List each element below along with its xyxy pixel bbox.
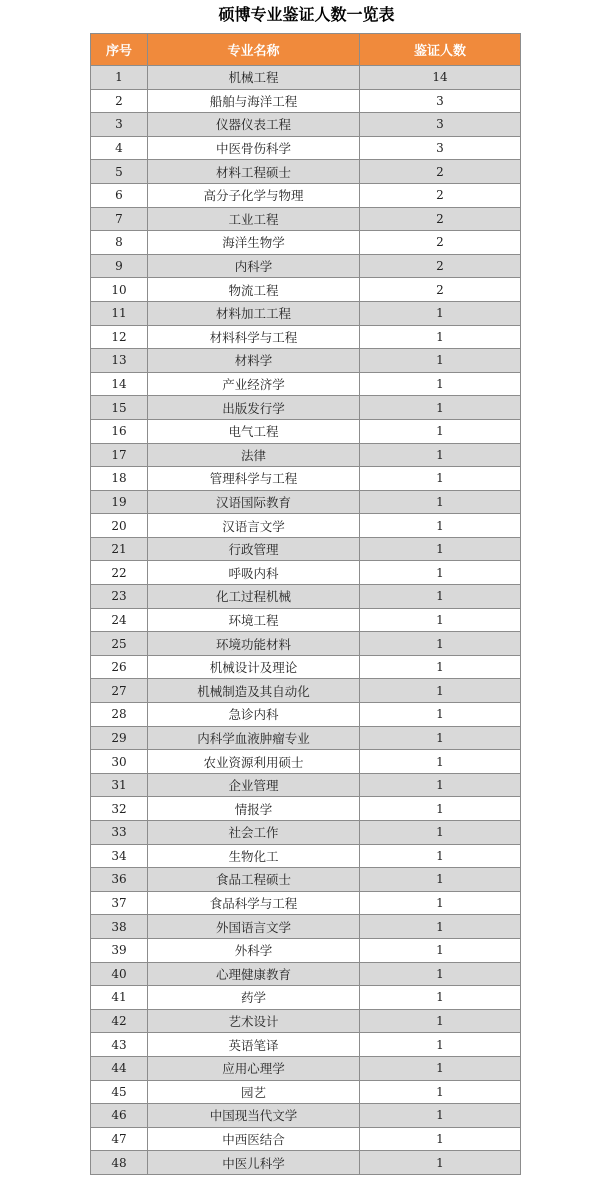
seq-cell: 43 bbox=[91, 1033, 148, 1057]
table-row bbox=[91, 703, 521, 727]
header-count: 鉴证人数 bbox=[360, 34, 521, 66]
seq-cell: 21 bbox=[91, 537, 148, 561]
seq-cell: 18 bbox=[91, 467, 148, 491]
table-row bbox=[91, 608, 521, 632]
count-cell: 1 bbox=[360, 962, 521, 986]
major-cell: 艺术设计 bbox=[148, 1009, 360, 1033]
table-row bbox=[91, 938, 521, 962]
seq-cell: 32 bbox=[91, 797, 148, 821]
major-cell: 汉语国际教育 bbox=[148, 490, 360, 514]
seq-cell: 45 bbox=[91, 1080, 148, 1104]
table-row bbox=[91, 1127, 521, 1151]
count-cell: 1 bbox=[360, 419, 521, 443]
count-cell: 2 bbox=[360, 254, 521, 278]
major-cell: 机械工程 bbox=[148, 66, 360, 90]
certification-table bbox=[90, 33, 521, 1175]
count-cell: 1 bbox=[360, 1033, 521, 1057]
seq-cell: 42 bbox=[91, 1009, 148, 1033]
table-row bbox=[91, 1080, 521, 1104]
count-cell: 1 bbox=[360, 915, 521, 939]
major-cell: 海洋生物学 bbox=[148, 231, 360, 255]
seq-cell: 29 bbox=[91, 726, 148, 750]
major-cell: 机械制造及其自动化 bbox=[148, 679, 360, 703]
count-cell: 1 bbox=[360, 655, 521, 679]
table-header bbox=[91, 34, 521, 66]
major-cell: 英语笔译 bbox=[148, 1033, 360, 1057]
major-cell: 材料学 bbox=[148, 349, 360, 373]
table-row bbox=[91, 113, 521, 137]
major-cell: 物流工程 bbox=[148, 278, 360, 302]
seq-cell: 14 bbox=[91, 372, 148, 396]
table-row bbox=[91, 1033, 521, 1057]
major-cell: 材料工程硕士 bbox=[148, 160, 360, 184]
seq-cell: 1 bbox=[91, 66, 148, 90]
header-row bbox=[91, 34, 521, 66]
count-cell: 3 bbox=[360, 136, 521, 160]
major-cell: 汉语言文学 bbox=[148, 514, 360, 538]
count-cell: 1 bbox=[360, 1056, 521, 1080]
count-cell: 1 bbox=[360, 938, 521, 962]
seq-cell: 6 bbox=[91, 183, 148, 207]
seq-cell: 5 bbox=[91, 160, 148, 184]
table-row bbox=[91, 419, 521, 443]
count-cell: 2 bbox=[360, 278, 521, 302]
count-cell: 3 bbox=[360, 113, 521, 137]
seq-cell: 13 bbox=[91, 349, 148, 373]
table-row bbox=[91, 962, 521, 986]
major-cell: 中西医结合 bbox=[148, 1127, 360, 1151]
seq-cell: 15 bbox=[91, 396, 148, 420]
count-cell: 14 bbox=[360, 66, 521, 90]
major-cell: 化工过程机械 bbox=[148, 585, 360, 609]
count-cell: 1 bbox=[360, 773, 521, 797]
table-row bbox=[91, 490, 521, 514]
major-cell: 农业资源利用硕士 bbox=[148, 750, 360, 774]
seq-cell: 40 bbox=[91, 962, 148, 986]
seq-cell: 37 bbox=[91, 891, 148, 915]
count-cell: 1 bbox=[360, 537, 521, 561]
major-cell: 环境功能材料 bbox=[148, 632, 360, 656]
major-cell: 高分子化学与物理 bbox=[148, 183, 360, 207]
count-cell: 1 bbox=[360, 1151, 521, 1175]
count-cell: 1 bbox=[360, 1127, 521, 1151]
major-cell: 食品工程硕士 bbox=[148, 868, 360, 892]
seq-cell: 41 bbox=[91, 986, 148, 1010]
table-row bbox=[91, 868, 521, 892]
seq-cell: 11 bbox=[91, 301, 148, 325]
table-row bbox=[91, 514, 521, 538]
seq-cell: 27 bbox=[91, 679, 148, 703]
count-cell: 1 bbox=[360, 844, 521, 868]
table-row bbox=[91, 301, 521, 325]
table-row bbox=[91, 1056, 521, 1080]
table-row bbox=[91, 726, 521, 750]
seq-cell: 8 bbox=[91, 231, 148, 255]
count-cell: 1 bbox=[360, 443, 521, 467]
table-row bbox=[91, 915, 521, 939]
table-row bbox=[91, 66, 521, 90]
major-cell: 船舶与海洋工程 bbox=[148, 89, 360, 113]
major-cell: 外国语言文学 bbox=[148, 915, 360, 939]
count-cell: 1 bbox=[360, 301, 521, 325]
table-row bbox=[91, 632, 521, 656]
count-cell: 1 bbox=[360, 1080, 521, 1104]
table-row bbox=[91, 325, 521, 349]
table-row bbox=[91, 537, 521, 561]
major-cell: 心理健康教育 bbox=[148, 962, 360, 986]
table-row bbox=[91, 750, 521, 774]
major-cell: 环境工程 bbox=[148, 608, 360, 632]
table-row bbox=[91, 396, 521, 420]
major-cell: 行政管理 bbox=[148, 537, 360, 561]
major-cell: 外科学 bbox=[148, 938, 360, 962]
table-row bbox=[91, 231, 521, 255]
seq-cell: 48 bbox=[91, 1151, 148, 1175]
table-row bbox=[91, 986, 521, 1010]
count-cell: 1 bbox=[360, 891, 521, 915]
count-cell: 1 bbox=[360, 1104, 521, 1128]
major-cell: 出版发行学 bbox=[148, 396, 360, 420]
table-row bbox=[91, 679, 521, 703]
table-row bbox=[91, 561, 521, 585]
seq-cell: 38 bbox=[91, 915, 148, 939]
table-row bbox=[91, 821, 521, 845]
seq-cell: 17 bbox=[91, 443, 148, 467]
seq-cell: 9 bbox=[91, 254, 148, 278]
seq-cell: 10 bbox=[91, 278, 148, 302]
seq-cell: 16 bbox=[91, 419, 148, 443]
count-cell: 1 bbox=[360, 467, 521, 491]
major-cell: 材料加工工程 bbox=[148, 301, 360, 325]
seq-cell: 36 bbox=[91, 868, 148, 892]
table-row bbox=[91, 349, 521, 373]
count-cell: 1 bbox=[360, 868, 521, 892]
table-row bbox=[91, 1104, 521, 1128]
count-cell: 1 bbox=[360, 1009, 521, 1033]
table-row bbox=[91, 254, 521, 278]
major-cell: 工业工程 bbox=[148, 207, 360, 231]
count-cell: 2 bbox=[360, 160, 521, 184]
seq-cell: 28 bbox=[91, 703, 148, 727]
count-cell: 1 bbox=[360, 703, 521, 727]
table-row bbox=[91, 89, 521, 113]
header-seq: 序号 bbox=[91, 34, 148, 66]
table-row bbox=[91, 773, 521, 797]
major-cell: 内科学 bbox=[148, 254, 360, 278]
count-cell: 1 bbox=[360, 585, 521, 609]
table-row bbox=[91, 467, 521, 491]
major-cell: 生物化工 bbox=[148, 844, 360, 868]
table-row bbox=[91, 136, 521, 160]
count-cell: 1 bbox=[360, 490, 521, 514]
seq-cell: 20 bbox=[91, 514, 148, 538]
count-cell: 1 bbox=[360, 797, 521, 821]
page-title: 硕博专业鉴证人数一览表 bbox=[218, 5, 395, 24]
major-cell: 机械设计及理论 bbox=[148, 655, 360, 679]
count-cell: 2 bbox=[360, 207, 521, 231]
table-row bbox=[91, 891, 521, 915]
major-cell: 社会工作 bbox=[148, 821, 360, 845]
major-cell: 食品科学与工程 bbox=[148, 891, 360, 915]
count-cell: 1 bbox=[360, 726, 521, 750]
count-cell: 2 bbox=[360, 231, 521, 255]
count-cell: 1 bbox=[360, 561, 521, 585]
major-cell: 管理科学与工程 bbox=[148, 467, 360, 491]
seq-cell: 24 bbox=[91, 608, 148, 632]
seq-cell: 26 bbox=[91, 655, 148, 679]
count-cell: 1 bbox=[360, 372, 521, 396]
table-row bbox=[91, 797, 521, 821]
table-row bbox=[91, 207, 521, 231]
major-cell: 内科学血液肿瘤专业 bbox=[148, 726, 360, 750]
seq-cell: 19 bbox=[91, 490, 148, 514]
table-row bbox=[91, 372, 521, 396]
count-cell: 1 bbox=[360, 632, 521, 656]
major-cell: 电气工程 bbox=[148, 419, 360, 443]
count-cell: 1 bbox=[360, 514, 521, 538]
seq-cell: 47 bbox=[91, 1127, 148, 1151]
table-row bbox=[91, 183, 521, 207]
table-row bbox=[91, 160, 521, 184]
seq-cell: 33 bbox=[91, 821, 148, 845]
major-cell: 中医骨伤科学 bbox=[148, 136, 360, 160]
table-row bbox=[91, 278, 521, 302]
major-cell: 呼吸内科 bbox=[148, 561, 360, 585]
major-cell: 急诊内科 bbox=[148, 703, 360, 727]
seq-cell: 2 bbox=[91, 89, 148, 113]
count-cell: 1 bbox=[360, 679, 521, 703]
seq-cell: 4 bbox=[91, 136, 148, 160]
table-row bbox=[91, 443, 521, 467]
major-cell: 园艺 bbox=[148, 1080, 360, 1104]
major-cell: 情报学 bbox=[148, 797, 360, 821]
count-cell: 1 bbox=[360, 396, 521, 420]
major-cell: 企业管理 bbox=[148, 773, 360, 797]
seq-cell: 44 bbox=[91, 1056, 148, 1080]
seq-cell: 30 bbox=[91, 750, 148, 774]
count-cell: 1 bbox=[360, 750, 521, 774]
major-cell: 中国现当代文学 bbox=[148, 1104, 360, 1128]
seq-cell: 34 bbox=[91, 844, 148, 868]
count-cell: 1 bbox=[360, 986, 521, 1010]
seq-cell: 3 bbox=[91, 113, 148, 137]
seq-cell: 39 bbox=[91, 938, 148, 962]
table-body bbox=[91, 66, 521, 1175]
major-cell: 中医儿科学 bbox=[148, 1151, 360, 1175]
count-cell: 1 bbox=[360, 821, 521, 845]
seq-cell: 23 bbox=[91, 585, 148, 609]
table-row bbox=[91, 1151, 521, 1175]
count-cell: 1 bbox=[360, 608, 521, 632]
table-row bbox=[91, 655, 521, 679]
table-row bbox=[91, 585, 521, 609]
major-cell: 应用心理学 bbox=[148, 1056, 360, 1080]
table-row bbox=[91, 1009, 521, 1033]
count-cell: 2 bbox=[360, 183, 521, 207]
major-cell: 材料科学与工程 bbox=[148, 325, 360, 349]
major-cell: 法律 bbox=[148, 443, 360, 467]
header-major: 专业名称 bbox=[148, 34, 360, 66]
seq-cell: 46 bbox=[91, 1104, 148, 1128]
major-cell: 药学 bbox=[148, 986, 360, 1010]
count-cell: 1 bbox=[360, 325, 521, 349]
major-cell: 产业经济学 bbox=[148, 372, 360, 396]
seq-cell: 25 bbox=[91, 632, 148, 656]
seq-cell: 22 bbox=[91, 561, 148, 585]
seq-cell: 12 bbox=[91, 325, 148, 349]
count-cell: 1 bbox=[360, 349, 521, 373]
table-row bbox=[91, 844, 521, 868]
major-cell: 仪器仪表工程 bbox=[148, 113, 360, 137]
seq-cell: 31 bbox=[91, 773, 148, 797]
count-cell: 3 bbox=[360, 89, 521, 113]
seq-cell: 7 bbox=[91, 207, 148, 231]
